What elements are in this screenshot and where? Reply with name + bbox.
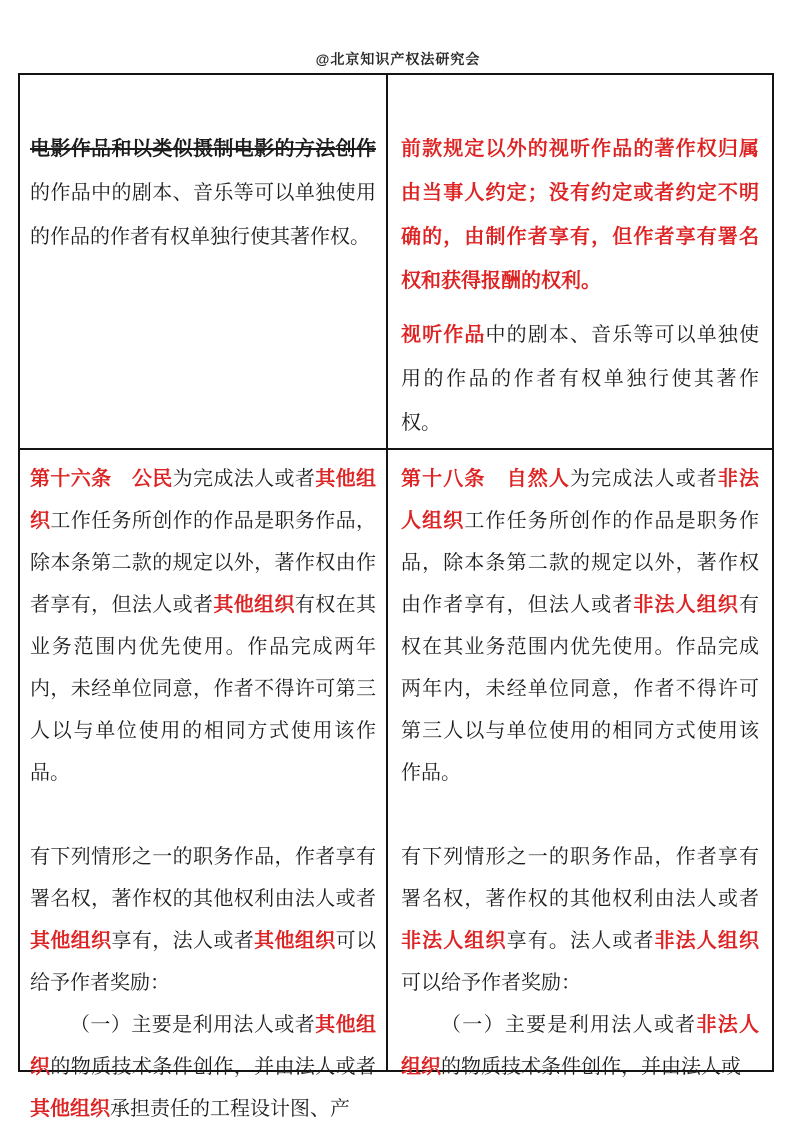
body-text: 享有，法人或者	[111, 930, 255, 952]
paragraph	[30, 1004, 376, 1130]
body-text: 工作任务所创作的作品是职务作品，除本条第二款的规定以外，著作权由作者享有，但法人或者	[401, 510, 759, 616]
body-text: 有下列情形之一的职务作品，作者享有署名权，著作权的其他权利由法人或者	[401, 846, 759, 910]
body-text: 的物质技术条件创作，并由法人或者	[50, 1056, 376, 1078]
watermark-credit: @北京知识产权法研究会	[315, 51, 481, 67]
body-text: 为完成法人或者	[172, 468, 316, 490]
body-text: 有权在其业务范围内优先使用。作品完成两年内，未经单位同意，作者不得许可第三人以与单位使用的相同方式使用该作品。	[401, 594, 759, 784]
table-cell-new-law-row1	[388, 75, 772, 450]
body-text: 的物质技术条件创作，并由法人或	[441, 1056, 741, 1078]
body-text: 可以给予作者奖励：	[30, 930, 376, 994]
highlighted-new-text: 视听作品	[401, 324, 486, 346]
body-text: 工作任务所创作的作品是职务作品，除本条第二款的规定以外，著作权由作者享有，但法人或者	[30, 510, 376, 616]
paragraph	[401, 458, 759, 794]
law-comparison-table	[18, 73, 774, 1120]
highlighted-new-text: 非法人组织	[401, 1014, 760, 1078]
highlighted-new-text: 其他组织	[30, 930, 112, 952]
blank-line	[30, 794, 376, 836]
table-cell-new-law-row2	[388, 450, 772, 1078]
paragraph	[401, 127, 759, 303]
paragraph	[401, 313, 759, 445]
deleted-text: 电影作品和以类似摄制电影的方法创作	[30, 138, 376, 160]
paragraph	[30, 836, 376, 1004]
highlighted-new-text: 前款规定以外的视听作品的著作权归属由当事人约定；没有约定或者约定不明确的，由制作者享有，但作者享有署名权和获得报酬的权利。	[401, 138, 759, 292]
body-text: （一）主要是利用法人或者	[70, 1014, 316, 1036]
highlighted-new-text: 其他组织	[30, 468, 376, 532]
paragraph	[30, 127, 376, 259]
body-text: 承担责任的工程设计图、产	[110, 1098, 350, 1120]
paragraph	[30, 458, 376, 794]
body-text: 有权在其业务范围内优先使用。作品完成两年内，未经单位同意，作者不得许可第三人以与单位使用的相同方式使用该作品。	[30, 594, 376, 784]
body-text: （一）主要是利用法人或者	[441, 1014, 697, 1036]
highlighted-new-text: 第十八条 自然人	[401, 468, 570, 490]
body-text: 中的剧本、音乐等可以单独使用的作品的作者有权单独行使其著作权。	[401, 324, 759, 434]
highlighted-new-text: 其他组织	[254, 930, 336, 952]
body-text: 享有。法人或者	[506, 930, 655, 952]
paragraph	[401, 1004, 759, 1088]
body-text: 为完成法人或者	[570, 468, 718, 490]
highlighted-new-text: 非法人组织	[401, 930, 507, 952]
highlighted-new-text: 非法人组织	[654, 930, 759, 952]
body-text: 的作品中的剧本、音乐等可以单独使用的作品的作者有权单独行使其著作权。	[30, 182, 376, 248]
table-cell-old-law-row2	[20, 450, 388, 1120]
body-text: 可以给予作者奖励：	[401, 972, 581, 994]
highlighted-new-text: 其他组织	[30, 1014, 377, 1078]
paragraph	[401, 836, 759, 1004]
highlighted-new-text: 其他组织	[213, 594, 295, 616]
body-text: 有下列情形之一的职务作品，作者享有署名权，著作权的其他权利由法人或者	[30, 846, 376, 910]
highlighted-new-text: 其他组织	[30, 1098, 110, 1120]
table-cell-old-law-row1	[20, 75, 388, 450]
blank-line	[401, 794, 759, 836]
highlighted-new-text: 第十六条 公民	[30, 468, 173, 490]
highlighted-new-text: 非法人组织	[633, 594, 739, 616]
highlighted-new-text: 非法人组织	[401, 468, 759, 532]
